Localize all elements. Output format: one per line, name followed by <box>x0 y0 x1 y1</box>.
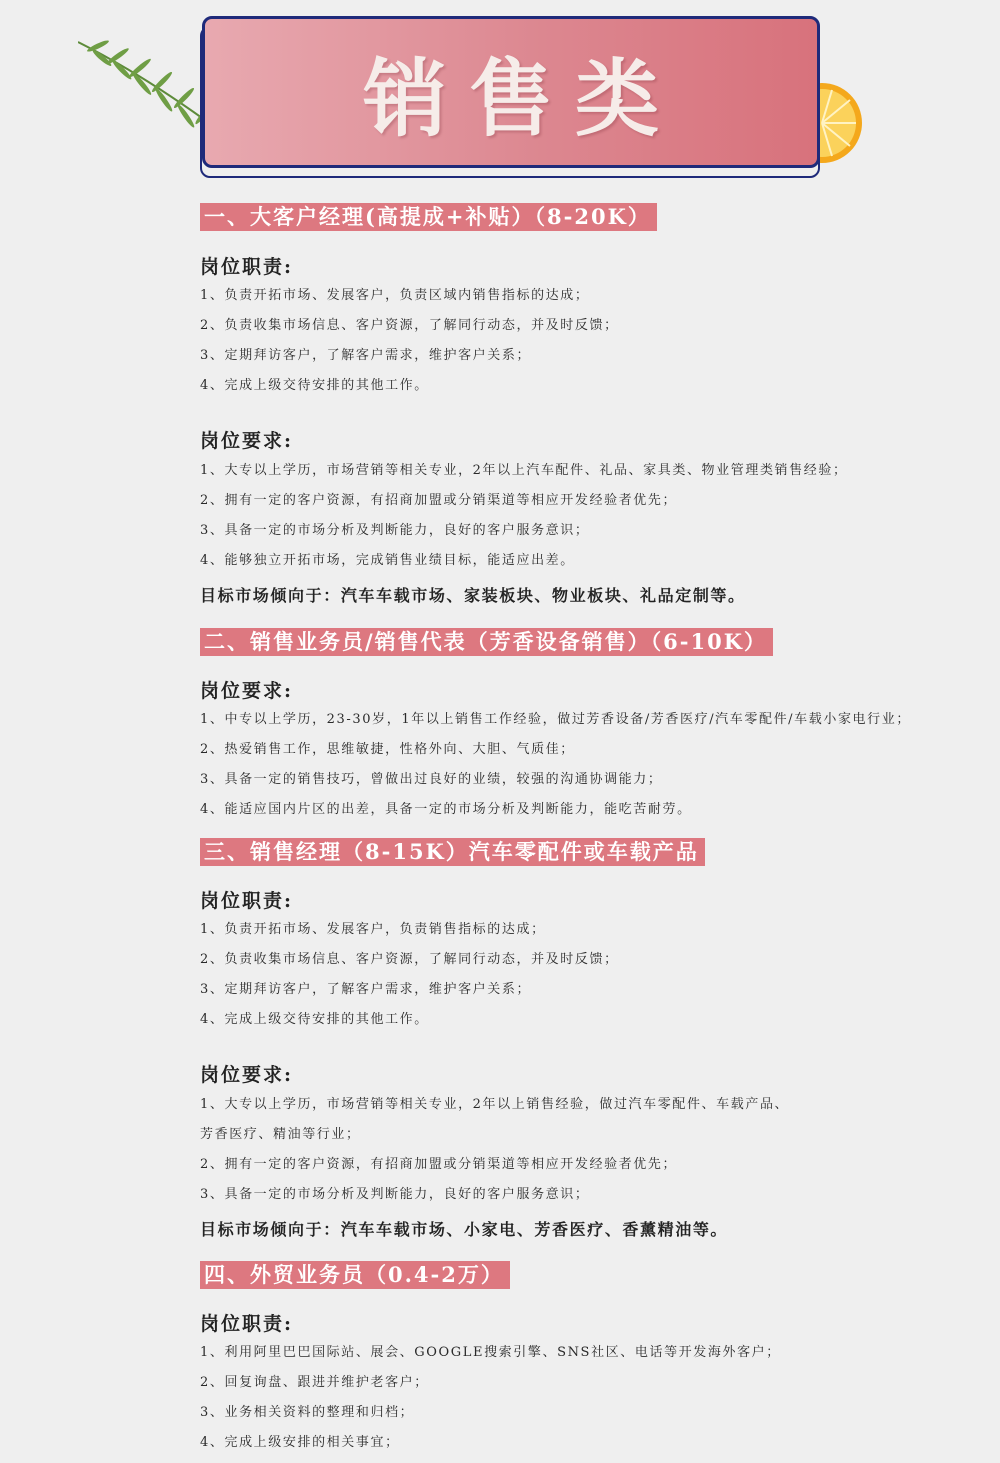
req-heading-3: 岗位要求: <box>200 1064 294 1086</box>
target-label: 目标市场倾向于： <box>200 586 341 605</box>
req-line: 2、热爱销售工作，思维敏捷，性格外向、大胆、气质佳； <box>200 742 575 757</box>
duty-line: 3、定期拜访客户，了解客户需求，维护客户关系； <box>200 348 532 363</box>
req-line: 1、大专以上学历，市场营销等相关专业，2年以上销售经验，做过汽车零配件、车载产品、 <box>200 1097 790 1112</box>
req-heading-2: 岗位要求: <box>200 680 294 702</box>
req-line: 1、中专以上学历，23-30岁，1年以上销售工作经验，做过芳香设备/芳香医疗/汽车零配件/车载小家电行业； <box>200 712 911 727</box>
target-market-3 <box>200 1217 728 1240</box>
target-value: 汽车车载市场、小家电、芳香医疗、香薰精油等。 <box>340 1220 729 1239</box>
section-title-1: 一、大客户经理(高提成+补贴）（8-20K） <box>200 203 657 231</box>
duty-line: 1、负责开拓市场、发展客户，负责区域内销售指标的达成； <box>200 288 590 303</box>
req-line: 芳香医疗、精油等行业； <box>200 1127 361 1142</box>
section-title-4: 四、外贸业务员（0.4-2万） <box>200 1261 510 1289</box>
section-title-3: 三、销售经理（8-15K）汽车零配件或车载产品 <box>200 838 705 866</box>
target-market-1 <box>200 583 746 606</box>
duties-heading-1: 岗位职责: <box>200 256 294 278</box>
req-line: 3、具备一定的市场分析及判断能力，良好的客户服务意识； <box>200 523 590 538</box>
header-banner <box>0 0 1000 190</box>
duty-line: 2、回复询盘、跟进并维护老客户； <box>200 1375 429 1390</box>
duty-line: 4、完成上级交待安排的其他工作。 <box>200 1012 429 1027</box>
duty-line: 2、负责收集市场信息、客户资源，了解同行动态，并及时反馈； <box>200 318 619 333</box>
duty-line: 3、业务相关资料的整理和归档； <box>200 1405 415 1420</box>
req-line: 1、大专以上学历，市场营销等相关专业，2年以上汽车配件、礼品、家具类、物业管理类销售经验； <box>200 463 848 478</box>
target-value: 汽车车载市场、家装板块、物业板块、礼品定制等。 <box>340 586 746 605</box>
duties-heading-3: 岗位职责: <box>200 890 294 912</box>
req-line: 3、具备一定的销售技巧，曾做出过良好的业绩，较强的沟通协调能力； <box>200 772 663 787</box>
duty-line: 3、定期拜访客户，了解客户需求，维护客户关系； <box>200 982 532 997</box>
banner-card <box>202 16 820 168</box>
req-line: 2、拥有一定的客户资源，有招商加盟或分销渠道等相应开发经验者优先； <box>200 493 678 508</box>
req-line: 4、能适应国内片区的出差，具备一定的市场分析及判断能力，能吃苦耐劳。 <box>200 802 692 817</box>
req-line: 4、能够独立开拓市场，完成销售业绩目标，能适应出差。 <box>200 553 575 568</box>
section-title-2: 二、销售业务员/销售代表（芳香设备销售）（6-10K） <box>200 628 773 656</box>
duty-line: 1、负责开拓市场、发展客户，负责销售指标的达成； <box>200 922 546 937</box>
req-heading-1: 岗位要求: <box>200 430 294 452</box>
duty-line: 1、利用阿里巴巴国际站、展会、GOOGLE搜索引擎、SNS社区、电话等开发海外客户； <box>200 1345 781 1360</box>
duties-heading-4: 岗位职责: <box>200 1313 294 1335</box>
req-line: 2、拥有一定的客户资源，有招商加盟或分销渠道等相应开发经验者优先； <box>200 1157 678 1172</box>
duty-line: 4、完成上级交待安排的其他工作。 <box>200 378 429 393</box>
target-label: 目标市场倾向于： <box>200 1220 341 1239</box>
duty-line: 2、负责收集市场信息、客户资源，了解同行动态，并及时反馈； <box>200 952 619 967</box>
page-title: 销售类 <box>362 48 681 148</box>
duty-line: 4、完成上级安排的相关事宜； <box>200 1435 400 1450</box>
req-line: 3、具备一定的市场分析及判断能力，良好的客户服务意识； <box>200 1187 590 1202</box>
